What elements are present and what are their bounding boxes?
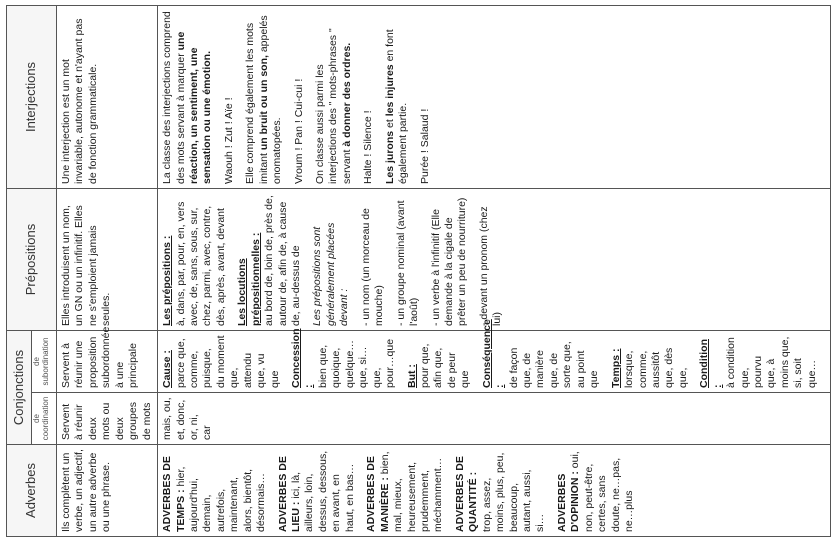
inter-p3-a: On classe aussi parmi les interjections des " mots-phrases " servant (314, 28, 353, 184)
prep-text: à, dans, par, pour, en, vers avec, de, sans, sous, sur, chez, parmi, avec, contre, dès, après, avant, devant (174, 201, 227, 326)
sub-condition-title: Condition : (698, 339, 724, 388)
def-coordination: Servent à réunir deux mots ou deux groupes de mots (57, 393, 158, 445)
sub-concession-title: Concession : (290, 328, 316, 388)
interjections-list (158, 6, 831, 189)
prep-item-gn: - un groupe nominal (avant l'août) (394, 200, 421, 326)
inter-p4-d: en font également partie. (383, 29, 410, 184)
adverbes-list (158, 445, 831, 537)
subordination-list (158, 319, 831, 393)
rotated-table-wrapper (6, 6, 818, 537)
inter-ex4: Purée ! Salaud ! (418, 108, 431, 184)
header-interjections: Interjections (7, 6, 57, 189)
sub-but-title: But : (405, 364, 418, 388)
sub-temps-text: lorsque, comme, aussitôt que, dès que, (623, 347, 689, 388)
inter-p4-b: et (383, 116, 396, 131)
adverbes-opinion-title: ADVERBES D'OPINION : (555, 471, 582, 532)
word-classes-table (6, 5, 831, 537)
adverbes-maniere-text: bien, mal, mieux, heureusement, prudemment, méchamment… (378, 451, 445, 532)
sub-cause-text: parce que, comme, puisque, du moment que, attendu que, vu que (174, 335, 281, 388)
inter-ex2: Vroum ! Pan ! Cui-cui ! (292, 78, 305, 184)
inter-ex3: Halte ! Silence ! (362, 110, 375, 184)
adverbes-maniere-title: ADVERBES DE MANIÈRE : (365, 456, 391, 532)
header-row (7, 6, 32, 537)
loc-text: au bord de, loin de, près de, autour de, afin de, à cause de, au-dessus de (263, 195, 302, 326)
definition-row (57, 6, 158, 537)
subheader-subordination: de subordination (32, 331, 57, 393)
prep-item-pronom: - devant un pronom (chez lui) (477, 206, 504, 326)
adverbes-lieu-text: ici, là, ailleurs, loin, dessus, dessous, en avant, en haut, en bas… (290, 450, 356, 532)
def-interjections: Une interjection est un mot invariable, autonome et n'ayant pas de fonction grammaticale. (57, 6, 158, 189)
sub-temps-title: Temps : (609, 348, 622, 388)
inter-p2-a: Elle comprend également les mots imitant (244, 22, 270, 184)
sub-condition-text: à condition que, pourvu que, à moins que, si, soit que… (725, 336, 818, 388)
prep-item-infinitif: - un verbe à l'infinitif (Elle demande à la cigale de prêter un peu de nourriture) (429, 197, 469, 326)
adverbes-quantite-title: ADVERBES DE QUANTITÉ : (453, 456, 480, 532)
adverbes-temps-text: hier, aujourd'hui, demain, autrefois, maintenant, alors, bientôt, désormais… (174, 466, 268, 532)
def-subordination: Servent à réunir une proposition subordonnée à une principale (57, 331, 158, 393)
adverbes-lieu-title: ADVERBES DE LIEU : (276, 456, 302, 532)
content-row (158, 6, 831, 537)
adverbes-quantite-text: trop, assez, moins, plus, peu, beaucoup, autant, aussi, si… (480, 452, 547, 532)
sub-cause-title: Cause : (161, 350, 174, 388)
inter-p3-b: à donner des ordres. (340, 42, 353, 147)
sub-consequence-text: de façon que, de manière que, de sorte que, au point que (507, 341, 601, 388)
inter-p2-b: un bruit ou un son, (257, 55, 270, 151)
adverbes-opinion-text: oui, non, peut-être, certes, sans doute, ne…pas, ne…plus (569, 451, 636, 532)
coordination-list: mais, ou, et, donc, or, ni, car (158, 393, 831, 445)
sub-consequence-title: Conséquence : (480, 319, 507, 388)
prepositions-list (158, 189, 831, 331)
inter-ex1: Waouh ! Zut ! Aïe ! (222, 97, 235, 184)
prep-placed-note: Les prépositions sont généralement placées devant : (311, 222, 351, 326)
sub-concession-text: bien que, quoique, quelque…que, si…que, pour…que (316, 338, 397, 388)
header-adverbes: Adverbes (7, 445, 57, 537)
header-conjonctions: Conjonctions (7, 331, 32, 445)
prep-title: Les prépositions : (161, 235, 174, 326)
def-adverbes: Ils complètent un verbe, un adjectif, un autre adverbe ou une phrase. (57, 445, 158, 537)
inter-p1-b: une réaction, un sentiment, une sensation ou une émotion. (174, 31, 214, 184)
header-prepositions: Prépositions (7, 189, 57, 331)
inter-p2-c: appelés onomatopées. (257, 15, 284, 184)
def-prepositions: Elles introduisent un nom, un GN ou un infinitif. Elles ne s'emploient jamais seules. (57, 189, 158, 331)
inter-p4-a: Les jurons (383, 130, 396, 184)
sub-but-text: pour que, afin que, de peur que (418, 343, 472, 388)
inter-p4-c: les injures (383, 64, 396, 117)
loc-title: Les locutions prépositionnelles : (236, 232, 262, 326)
prep-item-nom: - un nom (un morceau de mouche) (359, 208, 386, 326)
inter-p1-a: La classe des interjections comprend des mots servant à marquer (161, 11, 187, 184)
adverbes-temps-title: ADVERBES DE TEMPS : (161, 456, 187, 532)
subheader-coordination: de coordination (32, 393, 57, 445)
